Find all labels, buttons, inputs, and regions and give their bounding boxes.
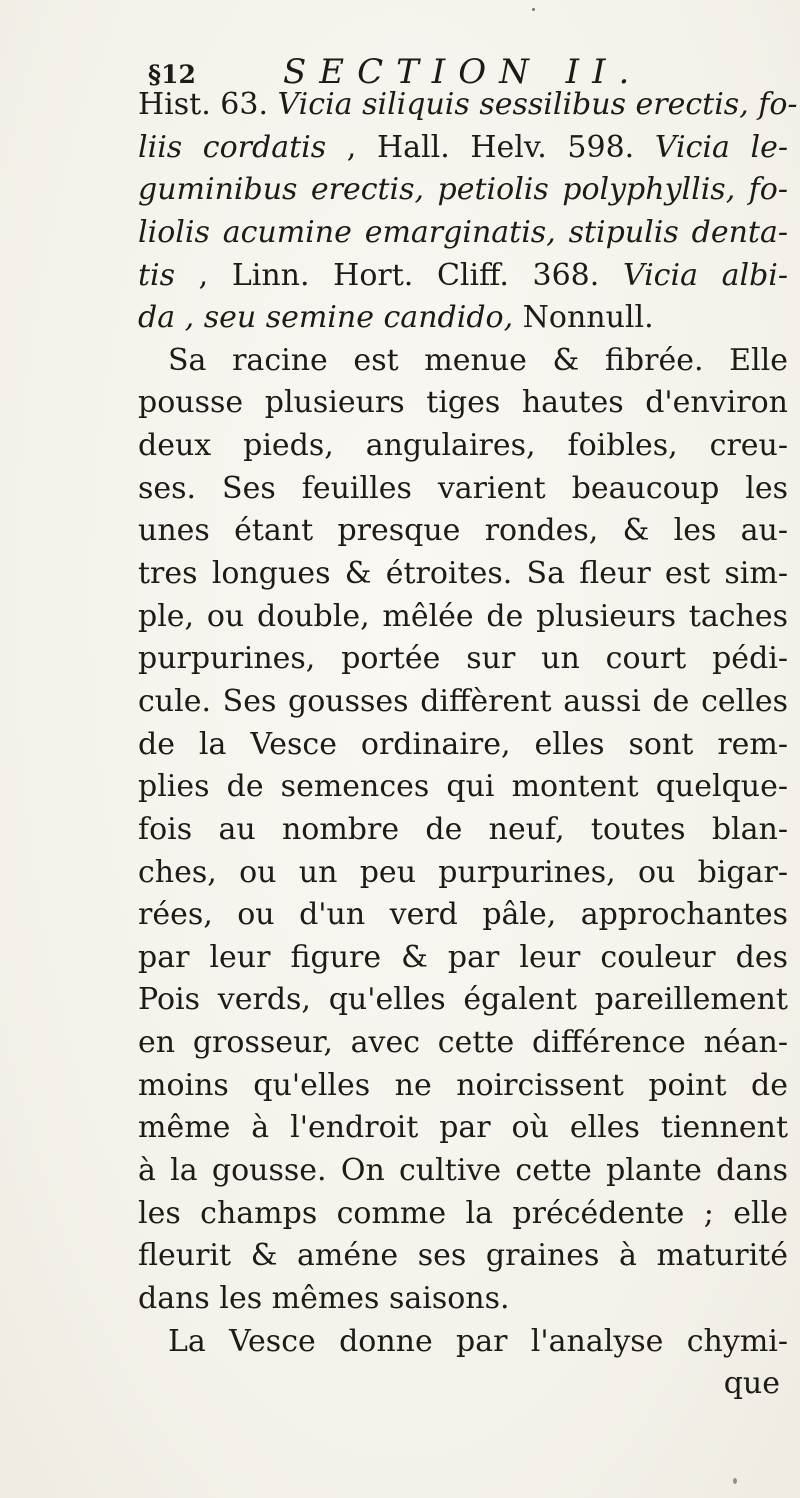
text-line: les champs comme la précédente ; elle [138, 1195, 788, 1231]
italic-span: Vicia albi- [622, 257, 788, 293]
text-span: Hist. 63. [138, 87, 278, 122]
catchword: que [723, 1366, 780, 1402]
italic-span: liis cordatis [138, 129, 327, 165]
section-title: SECTION II. [283, 52, 643, 92]
text-line: deux pieds, angulaires, foibles, creu- [138, 428, 788, 464]
text-line: fois au nombre de neuf, toutes blan- [138, 811, 788, 847]
text-line: à la gousse. On cultive cette plante dans [138, 1153, 788, 1189]
text-line: dans les mêmes saisons. [138, 1280, 510, 1316]
text-line: même à l'endroit par où elles tiennent [138, 1110, 788, 1146]
text-line: en grosseur, avec cette différence néan- [138, 1025, 788, 1061]
text-line: ches, ou un peu purpurines, ou bigar- [138, 854, 788, 890]
text-line: par leur figure & par leur couleur des [138, 939, 788, 975]
text-line: ple, ou double, mêlée de plusieurs taches [138, 598, 788, 634]
paragraph-start-line: Sa racine est menue & fibrée. Elle [168, 342, 788, 378]
italic-span: tis [138, 257, 176, 293]
text-span: Nonnull. [513, 300, 654, 336]
text-line [138, 255, 788, 298]
text-line: tres longues & étroites. Sa fleur est sim- [138, 556, 788, 592]
italic-span: liolis acumine emarginatis, stipulis denta- [138, 214, 788, 250]
text-span: , Hall. Helv. 598. [326, 129, 655, 165]
italic-span: guminibus erectis, petiolis polyphyllis, fo- [138, 172, 788, 208]
text-line: moins qu'elles ne noircissent point de [138, 1067, 788, 1103]
text-line: purpurines, portée sur un court pédi- [138, 641, 788, 677]
italic-span: Vicia siliquis sessilibus erectis, fo- [277, 87, 798, 122]
text-line: rées, ou d'un verd pâle, approchantes [138, 897, 788, 933]
text-line: Pois verds, qu'elles égalent pareillement [138, 982, 788, 1018]
text-line: de la Vesce ordinaire, elles sont rem- [138, 726, 788, 762]
text-line [138, 84, 798, 127]
text-line: fleurit & améne ses graines à maturité [138, 1238, 788, 1274]
text-line [138, 212, 788, 255]
text-line: plies de semences qui montent quelque- [138, 769, 788, 805]
text-line: cule. Ses gousses diffèrent aussi de celles [138, 683, 788, 719]
text-line [138, 297, 788, 340]
text-span: , Linn. Hort. Cliff. 368. [175, 257, 623, 293]
paper-speck [733, 1478, 737, 1484]
text-line: ses. Ses feuilles varient beaucoup les [138, 470, 788, 506]
text-line: pousse plusieurs tiges hautes d'environ [138, 385, 788, 421]
ink-dot [532, 8, 535, 11]
page-number: §12 [148, 60, 196, 89]
text-line [138, 169, 788, 212]
italic-span: da , seu semine candido, [138, 300, 514, 336]
paragraph-start-line: La Vesce donne par l'analyse chymi- [168, 1323, 788, 1359]
italic-span: Vicia le- [654, 129, 788, 165]
text-line [138, 127, 788, 170]
body-text [138, 84, 798, 1406]
text-line: unes étant presque rondes, & les au- [138, 513, 788, 549]
